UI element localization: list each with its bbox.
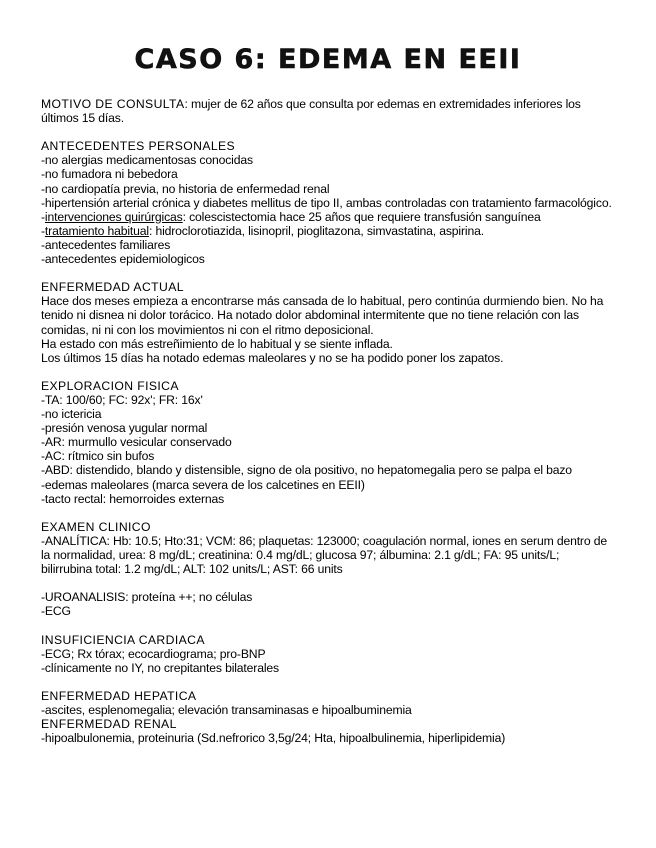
enfermedad-actual-section: [41, 280, 613, 365]
tratamiento-label: tratamiento habitual: [44, 223, 149, 238]
exploracion-item: -AR: murmullo vesicular conservado: [41, 435, 232, 450]
quirurgicas-prefix: -: [41, 209, 45, 224]
exploracion-item: -no ictericia: [41, 407, 102, 422]
antecedentes-item: -no alergias medicamentosas conocidas: [41, 153, 253, 168]
motivo-text: : mujer de 62 años que consulta por edemas en extremidades inferiores los últimos 15 días.: [41, 97, 581, 126]
exploracion-item: -edemas maleolares (marca severa de los calcetines en EEII): [41, 477, 365, 492]
enfermedad-actual-line: Los últimos 15 días ha notado edemas maleolares y no se ha podido poner los zapatos.: [41, 350, 504, 365]
antecedentes-section: [41, 139, 613, 266]
hepatica-item: -ascites, esplenomegalia; elevación transaminasas e hipoalbuminemia: [41, 703, 412, 718]
antecedentes-item: -no cardiopatía previa, no historia de enfermedad renal: [41, 181, 330, 196]
analitica-text: -ANALÍTICA: Hb: 10.5; Hto:31; VCM: 86; plaquetas: 123000; coagulación normal, iones en serum dentro de la normalidad, urea: 8 mg/dL; creatinina: 0.4 mg/dL; glucosa 97; álbumina: 2.1 g/dL; FA: 95 units/L; bilirrubina total: 1.2 mg/dL; ALT: 102 units/L; AST: 66 units: [41, 533, 607, 577]
antecedentes-item: -hipertensión arterial crónica y diabetes mellitus de tipo II, ambas controladas con tratamiento farmacológico.: [41, 195, 612, 210]
renal-section: [41, 717, 613, 745]
exploracion-heading: EXPLORACION FISICA: [41, 378, 179, 393]
tratamiento-prefix: -: [41, 223, 45, 238]
exploracion-section: [41, 379, 613, 506]
exploracion-item: -TA: 100/60; FC: 92x'; FR: 16x': [41, 392, 203, 407]
quirurgicas-label: intervenciones quirúrgicas: [44, 209, 183, 224]
antecedentes-epidemiologicos: -antecedentes epidemiologicos: [41, 252, 205, 267]
examen-section: [41, 520, 613, 576]
antecedentes-item: -no fumadora ni bebedora: [41, 167, 178, 182]
quirurgicas-text: : colescistectomia hace 25 años que requiere transfusión sanguínea: [182, 209, 541, 224]
antecedentes-heading: ANTECEDENTES PERSONALES: [41, 139, 236, 154]
page-title: CASO 6: EDEMA EN EEII: [134, 44, 522, 75]
antecedentes-familiares: -antecedentes familiares: [41, 237, 171, 252]
renal-heading: ENFERMEDAD RENAL: [41, 717, 177, 732]
uroanalisis-item: -ECG: [41, 604, 71, 619]
uroanalisis-section: [41, 590, 613, 618]
quirurgicas-line: [41, 210, 613, 224]
exploracion-item: -AC: rítmico sin bufos: [41, 449, 155, 464]
tratamiento-line: [41, 224, 613, 238]
hepatica-section: [41, 689, 613, 717]
insuficiencia-item: -ECG; Rx tórax; ecocardiograma; pro-BNP: [41, 646, 266, 661]
motivo-section: [41, 97, 613, 125]
exploracion-item: -ABD: distendido, blando y distensible, signo de ola positivo, no hepatomegalia pero se palpa el bazo: [41, 463, 572, 478]
enfermedad-actual-line: Ha estado con más estreñimiento de lo habitual y se siente inflada.: [41, 336, 393, 351]
exploracion-item: -tacto rectal: hemorroides externas: [41, 491, 225, 506]
tratamiento-text: : hidroclorotiazida, lisinopril, pioglitazona, simvastatina, aspirina.: [148, 223, 484, 238]
motivo-label: MOTIVO DE CONSULTA: [41, 97, 185, 111]
enfermedad-actual-line: Hace dos meses empieza a encontrarse más cansada de lo habitual, pero continúa durmiendo bien. No ha tenido ni disnea ni dolor torácico. Ha notado dolor abdominal intermitente que no tiene relación con las comidas, ni ni con los movimientos ni con el ritmo deposicional.: [41, 294, 604, 337]
insuficiencia-item: -clínicamente no IY, no crepitantes bilaterales: [41, 660, 279, 675]
renal-item: -hipoalbulonemia, proteinuria (Sd.nefrorico 3,5g/24; Hta, hipoalbulinemia, hiperlipidemia): [41, 731, 506, 746]
hepatica-heading: ENFERMEDAD HEPATICA: [41, 688, 197, 703]
examen-heading: EXAMEN CLINICO: [41, 519, 151, 534]
insuficiencia-heading: INSUFICIENCIA CARDIACA: [41, 632, 205, 647]
exploracion-item: -presión venosa yugular normal: [41, 421, 208, 436]
case-document: [41, 97, 613, 745]
insuficiencia-section: [41, 633, 613, 675]
uroanalisis-item: -UROANALISIS: proteína ++; no células: [41, 590, 253, 605]
enfermedad-actual-heading: ENFERMEDAD ACTUAL: [41, 280, 184, 295]
